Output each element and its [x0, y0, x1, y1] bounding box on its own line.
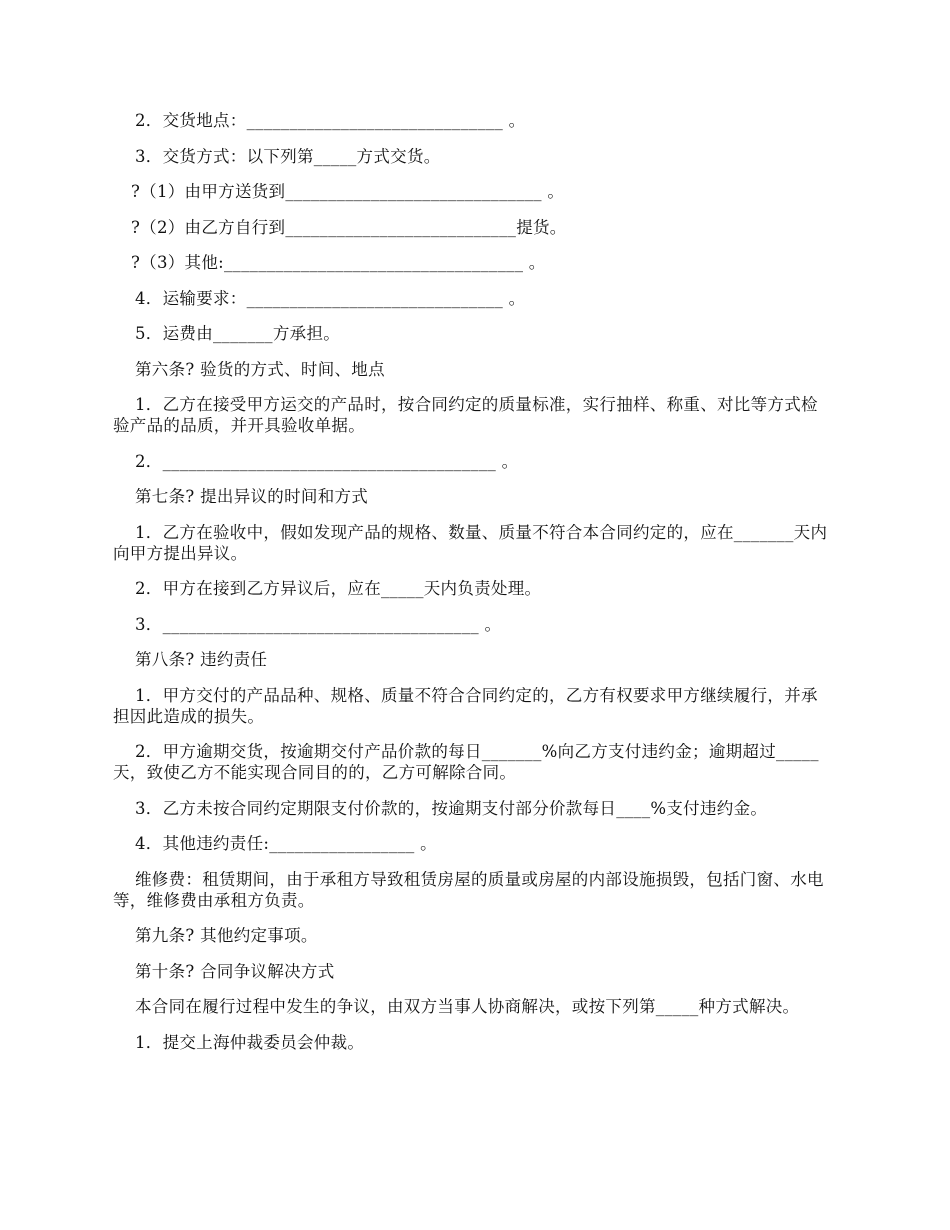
article-8-item-1: 1．甲方交付的产品品种、规格、质量不符合合同约定的，乙方有权要求甲方继续履行，并承担因此造成的损失。 [113, 685, 818, 726]
article-7-item-2: 2．甲方在接到乙方异议后，应在_____天内负责处理。 [135, 579, 542, 598]
maintenance-fee-clause: 维修费：租赁期间，由于承租方导致租赁房屋的质量或房屋的内部设施损毁，包括门窗、水电等，维修费由承租方负责。 [113, 869, 824, 910]
clause-transport-requirements: 4．运输要求：______________________________ 。 [135, 288, 526, 308]
article-6-item-1: 1．乙方在接受甲方运交的产品时，按合同约定的质量标准，实行抽样、称重、对比等方式检验产品的品质，并开具验收单据。 [113, 395, 818, 435]
option-other: ?（3）其他:___________________________________ 。 [131, 253, 546, 272]
article-8-item-3: 3．乙方未按合同约定期限支付价款的，按逾期支付部分价款每日____%支付违约金。 [135, 798, 768, 818]
clause-freight-cost: 5．运费由_______方承担。 [135, 324, 341, 343]
article-8-item-4: 4．其他违约责任:_________________ 。 [135, 834, 437, 853]
contract-body [113, 110, 833, 1067]
article-6-heading: 第六条? 验货的方式、时间、地点 [135, 359, 385, 379]
article-10-heading: 第十条? 合同争议解决方式 [135, 961, 335, 981]
article-10-item-1: 1．提交上海仲裁委员会仲裁。 [135, 1032, 365, 1052]
clause-delivery-location: 2．交货地点：______________________________ 。 [135, 111, 526, 130]
article-7-item-3: 3．_____________________________________ 。 [135, 614, 502, 634]
option-buyer-pickup: ?（2）由乙方自行到___________________________提货。 [131, 217, 567, 237]
clause-delivery-method: 3．交货方式：以下列第_____方式交货。 [135, 146, 441, 166]
option-seller-delivery: ?（1）由甲方送货到______________________________ 。 [131, 182, 565, 201]
article-8-item-2: 2．甲方逾期交货，按逾期交付产品价款的每日_______%向乙方支付违约金；逾期超过_____天，致使乙方不能实现合同目的的，乙方可解除合同。 [113, 742, 819, 782]
article-7-heading: 第七条? 提出异议的时间和方式 [135, 487, 369, 506]
article-9-heading: 第九条? 其他约定事项。 [135, 926, 318, 945]
article-8-heading: 第八条? 违约责任 [135, 650, 268, 669]
article-6-item-2: 2．_______________________________________ 。 [135, 451, 519, 471]
article-7-item-1: 1．乙方在验收中，假如发现产品的规格、数量、质量不符合本合同约定的，应在_______天内向甲方提出异议。 [113, 522, 828, 563]
article-10-body: 本合同在履行过程中发生的争议，由双方当事人协商解决，或按下列第_____种方式解决。 [135, 997, 800, 1016]
